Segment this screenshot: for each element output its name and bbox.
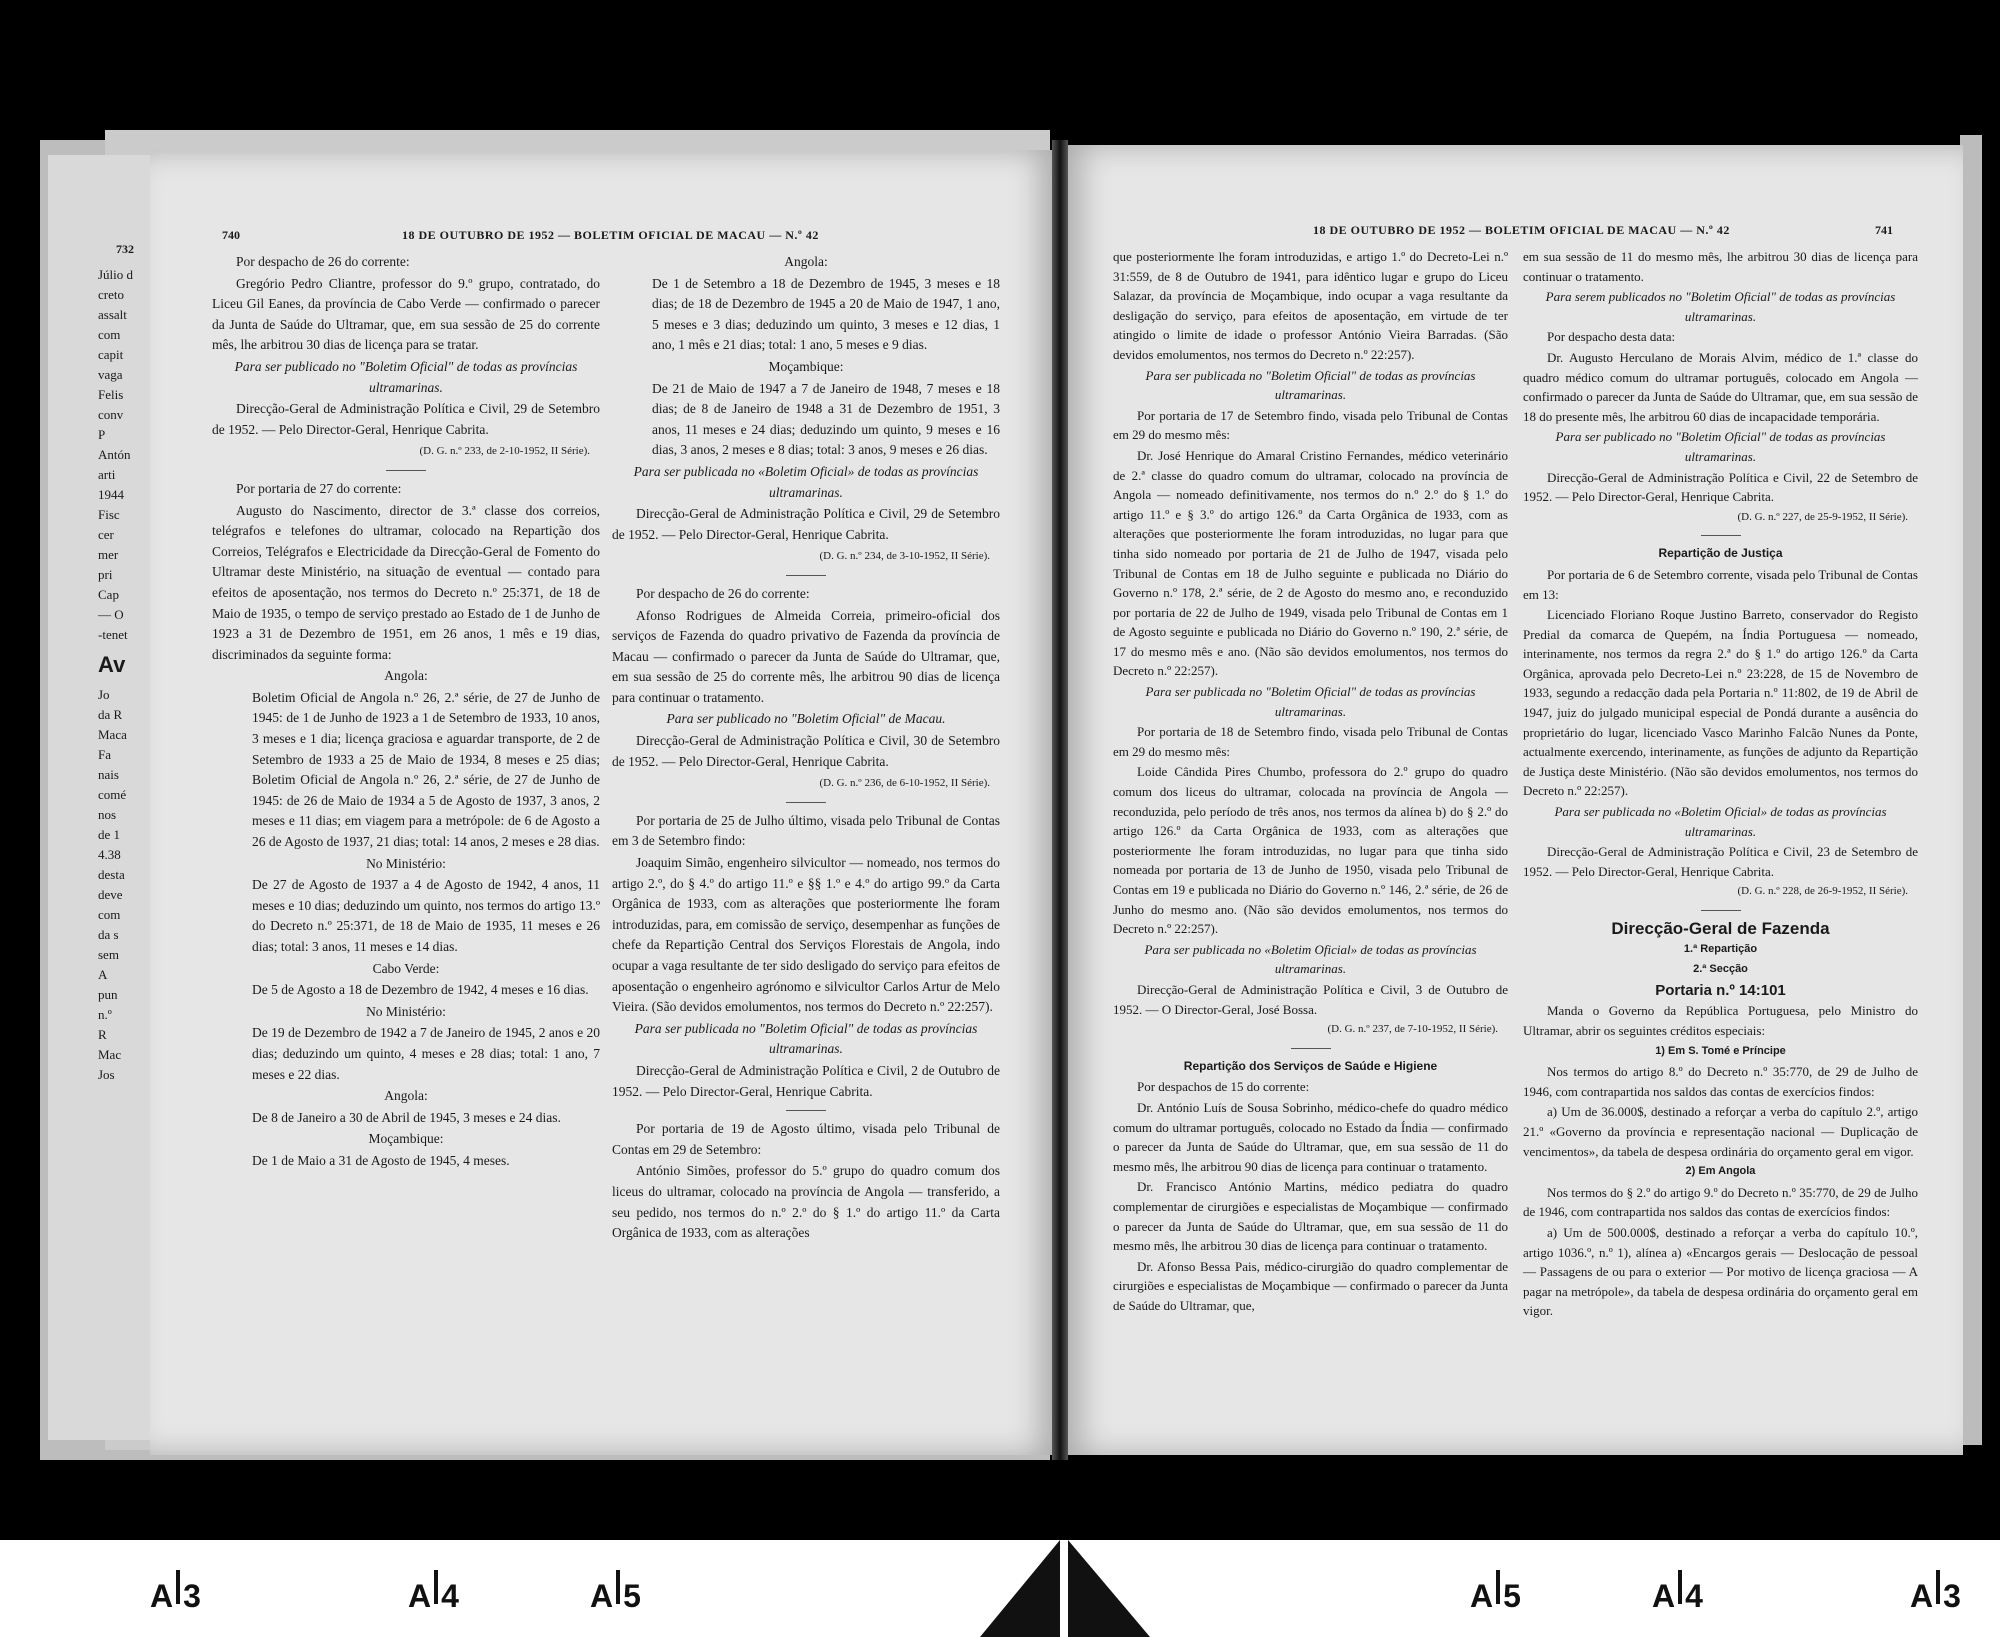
center-bar (1060, 1540, 1068, 1637)
column-left-1 (212, 252, 600, 1173)
paragraph: De 21 de Maio de 1947 a 7 de Janeiro de 1948, 7 meses e 18 dias; de 8 de Janeiro de 1948 a 31 de Dezembro de 1951, 3 anos, 11 meses e 24 dias; deduzindo um quinto, 9 meses e 16 dias, 3 anos, 2 meses e 8 dias; total: 3 anos, 9 meses e 26 dias. (652, 380, 1000, 458)
subheading: Angola: (784, 254, 828, 269)
paragraph: Por portaria de 18 de Setembro findo, visada pelo Tribunal de Contas em 29 do mesmo mês: (1113, 724, 1508, 759)
paragraph: Licenciado Floriano Roque Justino Barreto, conservador do Registo Predial da comarca de Quepém, na Índia Portuguesa — nomeado, interinamente, nos termos da regra 2.ª do § 1.º do artigo 126.º da Carta Orgânica, aprovada pelo Decreto-Lei n.º 23:228, de 15 de Novembro de 1933, segundo a redacção dada pela Portaria n.º 11:802, de 19 de Abril de 1947, juiz do julgado municipal especial de Pondá durante a ausência do proprietário do lugar, licenciado Vasco Marinho Falcão Nunes da Ponte, actualmente exercendo, interinamente, as funções de adjunto da Repartição de Justiça deste Ministério. (Não são devidos emolumentos, nos termos do Decreto n.º 22:257). (1523, 607, 1918, 799)
center-alignment-triangles (960, 1540, 1160, 1637)
paragraph: Boletim Oficial de Angola n.º 26, 2.ª série, de 27 de Junho de 1945: de 1 de Junho de 1923 a 1 de Setembro de 1933, 10 anos, 3 meses e 1 dia; licença graciosa e aguardar transporte, de 2 de Setembro de 1933 a 25 de Maio de 1934, 8 meses e 25 dias; Boletim Oficial de Angola n.º 26, 2.ª série, de 27 de Junho de 1945: de 26 de Maio de 1934 a 5 de Agosto de 1937, 3 anos, 2 meses e 11 dias; em viagem para a metrópole: de 6 de Agosto a 26 de Agosto de 1937, 21 dias; total: 14 anos, 2 meses e 28 dias. (252, 689, 600, 850)
subheading: Angola: (384, 668, 428, 684)
underlying-text-fragment: -tenet (98, 627, 128, 642)
signature: Direcção-Geral de Administração Política e Civil, 23 de Setembro de 1952. — Pelo Director-Geral, Henrique Cabrita. (1523, 844, 1918, 879)
paragraph: Dr. Francisco António Martins, médico pediatra do quadro complementar de cirurgiões e especialistas de Moçambique — confirmado o parecer da Junta de Saúde do Ultramar, que, em sua sessão de 11 do mesmo mês, lhe arbitrou 30 dias de licença para continuar o tratamento. (1113, 1179, 1508, 1254)
underlying-text-fragment: Fa (98, 747, 111, 762)
underlying-text-fragment: R (98, 1027, 107, 1042)
subheading: Moçambique: (768, 358, 844, 374)
underlying-text-fragment: com (98, 907, 121, 922)
underlying-text-fragment: — O (98, 607, 124, 622)
signature: Direcção-Geral de Administração Política e Civil, 30 de Setembro de 1952. — Pelo Director-Geral, Henrique Cabrita. (612, 733, 1000, 769)
paragraph: Manda o Governo da República Portuguesa, pelo Ministro do Ultramar, abrir os seguintes créditos especiais: (1523, 1003, 1918, 1038)
underlying-text-fragment: Jos (98, 1067, 115, 1082)
target-mark: A 5 (590, 1578, 641, 1615)
subsection-heading: 1.ª Repartição (1683, 942, 1758, 955)
publication-note: Para serem publicados no "Boletim Oficial" de todas as províncias ultramarinas. (1545, 289, 1896, 324)
paragraph: Por despacho desta data: (1547, 329, 1676, 345)
paragraph: De 19 de Dezembro de 1942 a 7 de Janeiro de 1945, 2 anos e 20 dias; deduzindo um quinto, 4 meses e 28 dias; total: 1 ano, 7 meses e 22 dias. (252, 1025, 600, 1082)
signature: Direcção-Geral de Administração Política e Civil, 22 de Setembro de 1952. — Pelo Director-Geral, Henrique Cabrita. (1523, 469, 1918, 505)
paragraph: Nos termos do § 2.º do artigo 9.º do Decreto n.º 35:770, de 29 de Julho de 1946, com contrapartida nos saldos das contas de exercícios findos: (1523, 1184, 1918, 1220)
underlying-text-fragment: da s (98, 927, 119, 942)
paragraph: Dr. Augusto Herculano de Morais Alvim, médico de 1.ª classe do quadro médico comum do ultramar português, colocado em Angola — confirmado o parecer da Junta de Saúde do Ultramar, que, em sua sessão de 18 do presente mês, lhe arbitrou 60 dias de incapacidade temporária. (1523, 349, 1918, 424)
underlying-text-fragment: sem (98, 947, 119, 962)
underlying-text-fragment: Maca (98, 727, 127, 742)
underlying-text-fragment: vaga (98, 367, 123, 382)
publication-note: Para ser publicada no «Boletim Oficial» de todas as províncias ultramarinas. (1144, 941, 1477, 977)
paragraph: De 5 de Agosto a 18 de Dezembro de 1942, 4 meses e 16 dias. (252, 982, 589, 998)
scan-target-strip (0, 1540, 2000, 1637)
subheading: Angola: (384, 1088, 428, 1104)
underlying-text-fragment: P (98, 427, 106, 442)
publication-note: Para ser publicado no "Boletim Oficial" de Macau. (666, 711, 946, 727)
paragraph: a) Um de 500.000$, destinado a reforçar a verba do capítulo 10.º, artigo 1036.º, n.º 1), alínea a) «Encargos gerais — Deslocação de pessoal — Passagens de ou para o exterior — Por motivo de licença graciosa — A pagar na metrópole», da tabela de despesa ordinária do orçamento geral em vigor. (1523, 1224, 1918, 1319)
underlying-text-fragment: cer (98, 527, 114, 542)
right-triangle (1068, 1540, 1150, 1637)
portaria-title: Portaria n.º 14:101 (1655, 981, 1786, 999)
underlying-text-fragment: arti (98, 467, 116, 482)
column-left-2 (612, 252, 1000, 1245)
paragraph: Loide Cândida Pires Chumbo, professora do 2.º grupo do quadro comum dos liceus do ultramar, colocada na província de Angola — reconduzida, pelo período de três anos, nos termos da alínea b) do § 2.º do artigo 126.º da Carta Orgânica de 1933, com as alterações que posteriormente lhe foram introduzidas, no lugar para que tinha sido nomeada por portaria de 13 de Junho de 1950, visada pelo Tribunal de Contas em 19 e publicada no Diário do Governo n.º 146, 2.ª série, de 26 de Junho do mesmo ano. (Não são devidos emolumentos, nos termos do Decreto n.º 22:257). (1113, 764, 1508, 937)
publication-note: Para ser publicada no «Boletim Oficial» de todas as províncias ultramarinas. (1554, 804, 1887, 839)
paragraph: António Simões, professor do 5.º grupo do quadro comum dos liceus do ultramar, colocado na província de Angola — transferido, a seu pedido, nos termos do n.º 2.º do § 1.º do artigo 11.º da Carta Orgânica de 1933, com as alterações (612, 1163, 1000, 1241)
underlying-text-fragment: com (98, 327, 121, 342)
paragraph: Por portaria de 17 de Setembro findo, visada pelo Tribunal de Contas em 29 do mesmo mês: (1113, 407, 1508, 443)
underlying-page (48, 155, 158, 1440)
column-right-2 (1523, 247, 1918, 1322)
underlying-text-fragment: Av (98, 652, 126, 677)
divider (786, 1110, 826, 1111)
publication-note: Para ser publicada no "Boletim Oficial" de todas as províncias ultramarinas. (1145, 367, 1476, 403)
subheading: No Ministério: (366, 855, 446, 871)
underlying-text-fragment: Antón (98, 447, 131, 462)
subsection-heading: 1) Em S. Tomé e Príncipe (1655, 1044, 1786, 1057)
paragraph: Por portaria de 25 de Julho último, visada pelo Tribunal de Contas em 3 de Setembro findo: (612, 812, 1000, 849)
subsection-heading: 2) Em Angola (1685, 1165, 1756, 1178)
signature: Direcção-Geral de Administração Política e Civil, 29 de Setembro de 1952. — Pelo Director-Geral, Henrique Cabrita. (612, 506, 1000, 542)
underlying-text-fragment: 1944 (98, 487, 124, 502)
signature: Direcção-Geral de Administração Política e Civil, 29 de Setembro de 1952. — Pelo Director-Geral, Henrique Cabrita. (212, 401, 600, 437)
subsection-heading: 2.ª Secção (1693, 963, 1748, 976)
target-mark: A 4 (1652, 1578, 1703, 1615)
underlying-text-fragment: de 1 (98, 827, 121, 842)
underlying-text-fragment: mer (98, 547, 119, 562)
running-head: 18 DE OUTUBRO DE 1952 — BOLETIM OFICIAL DE MACAU — N.º 42 (1313, 223, 1730, 237)
underlying-text-fragment: conv (98, 407, 124, 422)
section-heading: Repartição dos Serviços de Saúde e Higiene (1183, 1058, 1438, 1073)
underlying-page-fragments (48, 265, 158, 1085)
target-mark: A 3 (1910, 1578, 1961, 1615)
paragraph: Nos termos do artigo 8.º do Decreto n.º 35:770, de 29 de Julho de 1946, com contrapartida nos saldos das contas de exercícios findos: (1523, 1064, 1918, 1099)
publication-note: Para ser publicada no "Boletim Oficial" de todas as províncias ultramarinas. (634, 1020, 978, 1057)
divider (786, 802, 826, 803)
paragraph: a) Um de 36.000$, destinado a reforçar a verba do capítulo 2.º, artigo 21.º «Governo da província e representação nacional — Duplicação de vencimentos», da tabela de despesa ordinária do orçamento geral em vigor. (1523, 1104, 1918, 1159)
paragraph: De 1 de Setembro a 18 de Dezembro de 1945, 3 meses e 18 dias; de 18 de Dezembro de 1945 a 20 de Maio de 1947, 1 ano, 5 meses e 3 dias; deduzindo um quinto, 3 meses e 12 dias, 1 ano, 1 mês e 21 dias; total: 1 ano, 5 meses e 9 dias. (652, 275, 1000, 353)
paragraph: em sua sessão de 11 do mesmo mês, lhe arbitrou 30 dias de licença para continuar o tratamento. (1523, 249, 1918, 284)
underlying-text-fragment: 4.38 (98, 847, 121, 862)
paragraph: Por portaria de 19 de Agosto último, visada pelo Tribunal de Contas em 29 de Setembro: (612, 1121, 1000, 1157)
underlying-text-fragment: nais (98, 767, 119, 782)
underlying-text-fragment: nos (98, 807, 117, 822)
underlying-text-fragment: capit (98, 347, 124, 362)
paragraph: Por portaria de 27 do corrente: (236, 480, 402, 496)
paragraph: Augusto do Nascimento, director de 3.ª classe dos correios, telégrafos e telefones do ultramar, colocado na Repartição dos Correios, Telégrafos e Electricidade da Direcção-Geral de Fomento do Ultramar deste Ministério, na situação de eventual — contado para efeitos de aposentação, nos termos do Decreto n.º 25:371, de 18 de Maio de 1935, o tempo de serviço prestado ao Estado de 1 de Junho de 1923 a 31 de Dezembro de 1951, em 26 anos, 1 mês e 19 dias, discriminados da seguinte forma: (212, 502, 600, 662)
target-mark: A 5 (1470, 1578, 1521, 1615)
underlying-text-fragment: comé (98, 787, 127, 802)
underlying-text-fragment: desta (98, 867, 125, 882)
publication-note: Para ser publicada no «Boletim Oficial» de todas as províncias ultramarinas. (633, 463, 979, 500)
left-triangle (980, 1540, 1060, 1637)
gazette-reference: (D. G. n.º 233, de 2-10-1952, II Série). (419, 445, 590, 458)
page-number: 741 (1875, 223, 1893, 237)
running-head: 18 DE OUTUBRO DE 1952 — BOLETIM OFICIAL DE MACAU — N.º 42 (402, 228, 819, 242)
underlying-text-fragment: creto (98, 287, 124, 302)
paragraph: De 27 de Agosto de 1937 a 4 de Agosto de 1942, 4 anos, 11 meses e 10 dias; deduzindo um quinto, nos termos do artigo 13.º do Decreto n.º 25:371, de 18 de Maio de 1935, 11 meses e 26 dias; total: 3 anos, 11 meses e 14 dias. (252, 877, 601, 954)
left-page (150, 150, 1058, 1455)
gazette-reference: (D. G. n.º 236, de 6-10-1952, II Série). (819, 777, 990, 790)
right-page (1063, 145, 1963, 1455)
gazette-reference: (D. G. n.º 227, de 25-9-1952, II Série). (1737, 510, 1908, 523)
paragraph: Por despacho de 26 do corrente: (636, 585, 810, 601)
subheading: Cabo Verde: (372, 960, 440, 976)
signature: Direcção-Geral de Administração Política e Civil, 3 de Outubro de 1952. — O Director-Geral, José Bossa. (1113, 981, 1508, 1017)
page-stack-edge-right (1960, 135, 1982, 1445)
gazette-reference: (D. G. n.º 234, de 3-10-1952, II Série). (819, 550, 990, 563)
paragraph: Joaquim Simão, engenheiro silvicultor — nomeado, nos termos do artigo 2.º, do § 4.º do artigo 11.º e §§ 1.º e 4.º do artigo 99.º da Carta Orgânica de 1933, com as alterações que posteriormente lhe foram introduzidas, para, em comissão de serviço, desempenhar as funções de chefe da Repartição Central dos Serviços Florestais de Angola, indo ocupar a vaga resultante de ter sido desligado do serviço para efeitos de aposentação o engenheiro agrónomo e silvicultor Carlos Artur de Melo Vieira. (São devidos emolumentos, nos termos do Decreto n.º 22:257). (612, 855, 1000, 1015)
column-right-1 (1113, 247, 1508, 1316)
book-gutter (1052, 140, 1068, 1460)
subheading: Moçambique: (368, 1131, 444, 1147)
underlying-text-fragment: Júlio d (98, 267, 134, 282)
paragraph: Afonso Rodrigues de Almeida Correia, primeiro-oficial dos serviços de Fazenda do quadro privativo de Fazenda da província de Macau — confirmado o parecer da Junta de Saúde do Ultramar, que, em sua sessão de 25 do corrente mês, lhe arbitrou 90 dias de licença para continuar o tratamento. (612, 607, 1000, 705)
paragraph: Por despacho de 26 do corrente: (236, 254, 410, 269)
divider (1291, 1048, 1331, 1049)
section-heading: Repartição de Justiça (1658, 546, 1783, 561)
underlying-page-number: 732 (116, 242, 134, 256)
publication-note: Para ser publicada no "Boletim Oficial" de todas as províncias ultramarinas. (1145, 684, 1476, 719)
divider (386, 470, 426, 471)
underlying-text-fragment: pri (98, 567, 113, 582)
page-number: 740 (222, 228, 240, 242)
underlying-text-fragment: da R (98, 707, 123, 722)
paragraph: Gregório Pedro Cliantre, professor do 9.º grupo, contratado, do Liceu Gil Eanes, da província de Cabo Verde — confirmado o parecer da Junta de Saúde do Ultramar, que, em sua sessão de 25 do corrente mês, lhe arbitrou 30 dias de licença para se tratar. (212, 275, 600, 353)
divider (1701, 535, 1741, 536)
paragraph: De 1 de Maio a 31 de Agosto de 1945, 4 meses. (252, 1152, 510, 1168)
underlying-text-fragment: assalt (98, 307, 127, 322)
publication-note: Para ser publicado no "Boletim Oficial" de todas as províncias ultramarinas. (1555, 429, 1886, 464)
paragraph: Por portaria de 6 de Setembro corrente, visada pelo Tribunal de Contas em 13: (1523, 566, 1918, 602)
paragraph: Por despachos de 15 do corrente: (1137, 1079, 1310, 1095)
paragraph: Dr. José Henrique do Amaral Cristino Fernandes, médico veterinário de 2.ª classe do quadro comum do ultramar, colocado na província de Angola — nomeado definitivamente, nos termos do n.º 2.º do § 1.º do artigo 11.º e § 3.º do artigo 126.º da Carta Orgânica de 1933, com as alterações que posteriormente lhe foram introduzidas, no lugar para que tinha sido nomeado por portaria de 21 de Julho de 1947, visada pelo Tribunal de Contas em 18 de Julho seguinte e publicada no Diário do Governo n.º 178, 2.ª série, de 2 de Agosto do mesmo ano, e reconduzido por portaria de 22 de Julho de 1949, visada pelo Tribunal de Contas em 1 de Agosto seguinte e publicada no Diário do Governo n.º 190, 2.ª série, de 17 do mesmo mês e ano. (Não são devidos emolumentos, nos termos do Decreto n.º 22:257). (1113, 447, 1508, 679)
gazette-reference: (D. G. n.º 237, de 7-10-1952, II Série). (1327, 1023, 1498, 1036)
underlying-text-fragment: deve (98, 887, 123, 902)
target-mark: A 3 (150, 1578, 201, 1615)
underlying-text-fragment: A (98, 967, 108, 982)
gazette-reference: (D. G. n.º 228, de 26-9-1952, II Série). (1737, 885, 1908, 898)
paragraph: Dr. António Luís de Sousa Sobrinho, médico-chefe do quadro médico comum do ultramar português, colocado no Estado da Índia — confirmado o parecer da Junta de Saúde do Ultramar, que, em sua sessão de 11 do mesmo mês, lhe arbitrou 90 dias de licença para continuar o tratamento. (1113, 1099, 1508, 1174)
target-mark: A 4 (408, 1578, 459, 1615)
underlying-text-fragment: Fisc (98, 507, 120, 522)
underlying-text-fragment: Mac (98, 1047, 122, 1062)
paragraph: De 8 de Janeiro a 30 de Abril de 1945, 3 meses e 24 dias. (252, 1109, 561, 1125)
paragraph: que posteriormente lhe foram introduzidas, e artigo 1.º do Decreto-Lei n.º 31:559, de 8 de Outubro de 1941, para idêntico lugar e grupo do Liceu Salazar, da província de Moçambique, indo ocupar a vaga resultante da desligação do serviço, para efeitos de aposentação, em virtude de ter atingido o limite de idade o professor António Vieira Barradas. (São devidos emolumentos, nos termos do Decreto n.º 22:257). (1113, 249, 1508, 362)
underlying-text-fragment: Felis (98, 387, 124, 402)
divider (786, 575, 826, 576)
signature: Direcção-Geral de Administração Política e Civil, 2 de Outubro de 1952. — Pelo Director-Geral, Henrique Cabrita. (612, 1062, 1000, 1099)
underlying-text-fragment: Jo (98, 687, 110, 702)
underlying-text-fragment: pun (98, 987, 118, 1002)
underlying-text-fragment: Cap (98, 587, 119, 602)
paragraph: Dr. Afonso Bessa Pais, médico-cirurgião do quadro complementar de cirurgiões e especialistas de Moçambique — confirmado o parecer da Junta de Saúde do Ultramar, que, (1113, 1258, 1508, 1313)
divider (1701, 910, 1741, 911)
directorate-heading: Direcção-Geral de Fazenda (1611, 919, 1830, 938)
underlying-text-fragment: n.º (98, 1007, 112, 1022)
subheading: No Ministério: (366, 1003, 446, 1019)
publication-note: Para ser publicado no "Boletim Oficial" de todas as províncias ultramarinas. (234, 358, 578, 395)
